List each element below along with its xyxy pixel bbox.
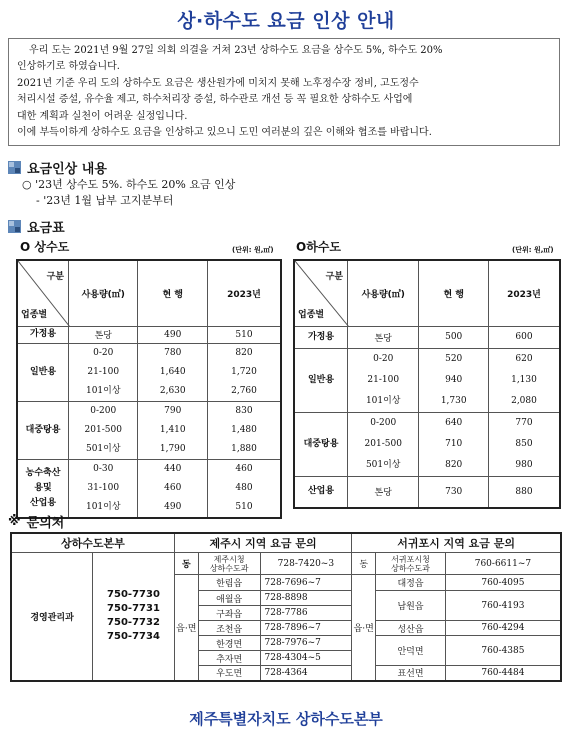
new-cell: 620 1,130 2,080 [488,348,560,412]
table-row [294,348,560,412]
category-header-cell [294,260,348,326]
seogwipo-phone: 760-4294 [445,621,561,636]
current-cell: 500 [419,326,489,348]
current-cell: 790 1,410 1,790 [138,401,208,459]
header-current: 현 행 [419,260,489,326]
notice-line: 인상하기로 하였습니다. [17,61,120,73]
header-usage: 사용량(㎥) [348,260,419,326]
category-cell: 산업용 [294,476,348,508]
header-2023: 2023년 [488,260,560,326]
category-cell: 일반용 [294,348,348,412]
table-row [17,401,281,459]
table-row [294,476,560,508]
jeju-district: 애월읍 [198,591,260,606]
jeju-office-phone: 728-7420~3 [260,553,352,575]
jeju-district: 구좌읍 [198,606,260,621]
dept-name: 경영관리과 [11,553,93,681]
current-cell: 780 1,640 2,630 [138,343,208,401]
seogwipo-phone: 760-4385 [445,636,561,666]
usage-cell: 톤당 [348,476,419,508]
table-row [17,459,281,518]
increase-start: - '23년 1월 납부 고지분부터 [36,194,174,207]
col-head-jeju: 제주시 지역 요금 문의 [174,533,351,553]
section-heading-text: 문의처 [26,516,65,531]
section-heading-rate-table [8,217,65,236]
jeju-dong-label: 동 [174,553,198,575]
notice-line: 이에 부득이하게 상하수도 요금을 인상하고 있으니 도민 여러분의 깊은 이해와 협조를 바랍니다. [17,127,432,139]
jeju-phone: 728-7976~7 [260,636,352,651]
jeju-phone: 728-8898 [260,591,352,606]
jeju-district: 조천읍 [198,621,260,636]
header-industry: 업종별 [298,309,325,320]
jeju-office-name: 제주시청 상하수도과 [198,553,260,575]
notice-line: 2021년 기준 우리 도의 상하수도 요금은 생산원가에 미치지 못해 노후정수장 정비, 고도정수 [17,77,419,89]
table-row [294,326,560,348]
seogwipo-district: 안덕면 [376,636,446,666]
table-header-row [294,260,560,326]
jeju-phone: 728-4364 [260,666,352,681]
category-cell: 가정용 [294,326,348,348]
reference-mark: ※ [8,514,21,529]
water-rate-table [16,259,282,519]
category-cell: 대중탕용 [17,401,69,459]
usage-cell: 0-20 21-100 101이상 [69,343,138,401]
water-unit: (단위: 원,㎥) [232,246,274,254]
usage-cell: 0-200 201-500 501이상 [69,401,138,459]
category-cell: 일반용 [17,343,69,401]
jeju-district: 추자면 [198,651,260,666]
col-head-seogwipo: 서귀포시 지역 요금 문의 [352,533,561,553]
sewer-heading: O하수도 [296,240,341,254]
current-cell: 490 [138,326,208,343]
current-cell: 520 940 1,730 [419,348,489,412]
col-head-hq: 상하수도본부 [11,533,174,553]
dept-phones: 750-7730 750-7731 750-7732 750-7734 [93,553,175,681]
category-header-cell [17,260,69,326]
section-heading-text: 요금표 [27,221,65,236]
seogwipo-phone: 760-4193 [445,591,561,621]
section-heading-rate-increase [8,158,107,177]
notice-line: 우리 도는 2021년 9월 27일 의회 의결을 거쳐 23년 상하수도 요금을 상수도 5%, 하수도 20% [29,45,443,56]
new-cell: 830 1,480 1,880 [208,401,282,459]
seogwipo-district: 성산읍 [376,621,446,636]
section-heading-contact [8,512,64,531]
footer-organization: 제주특별자치도 상하수도본부 [189,710,383,728]
square-bullet-icon [8,161,21,174]
category-cell: 대중탕용 [294,412,348,476]
contact-table [10,532,562,682]
table-row [11,553,561,575]
header-industry: 업종별 [21,309,48,320]
category-cell: 농수축산 용및 산업용 [17,459,69,518]
new-cell: 820 1,720 2,760 [208,343,282,401]
increase-detail: ○ '23년 상수도 5%. 하수도 20% 요금 인상 [22,178,236,191]
header-current: 현 행 [138,260,208,326]
new-cell: 770 850 980 [488,412,560,476]
notice-box [8,38,560,146]
square-bullet-icon [8,220,21,233]
category-cell: 가정용 [17,326,69,343]
seogwipo-phone: 760-4484 [445,666,561,681]
seogwipo-phone: 760-4095 [445,575,561,591]
jeju-district: 우도면 [198,666,260,681]
table-header-row [17,260,281,326]
new-cell: 460 480 510 [208,459,282,518]
jeju-phone: 728-7896~7 [260,621,352,636]
jeju-phone: 728-4304~5 [260,651,352,666]
contact-header-row [11,533,561,553]
jeju-phone: 728-7696~7 [260,575,352,591]
page-title: 상·하수도 요금 인상 안내 [177,10,395,32]
new-cell: 600 [488,326,560,348]
seogwipo-office-name: 서귀포시청 상하수도과 [376,553,446,575]
seogwipo-eupmyeon-label: 읍·면 [352,575,376,681]
usage-cell: 톤당 [348,326,419,348]
notice-line: 처리시설 증설, 유수율 제고, 하수처리장 증설, 하수관로 개선 등 꼭 필요한 상하수도 사업에 [17,94,413,106]
jeju-district: 한경면 [198,636,260,651]
table-row [17,343,281,401]
water-heading: O 상수도 [20,240,70,254]
seogwipo-district: 남원읍 [376,591,446,621]
sewer-unit: (단위: 원,㎥) [512,246,554,254]
usage-cell: 0-20 21-100 101이상 [348,348,419,412]
section-heading-text: 요금인상 내용 [27,162,107,177]
table-row [294,412,560,476]
seogwipo-district: 대정읍 [376,575,446,591]
jeju-eupmyeon-label: 읍·면 [174,575,198,681]
jeju-phone: 728-7786 [260,606,352,621]
sewer-rate-table [293,259,561,509]
usage-cell: 0-30 31-100 101이상 [69,459,138,518]
seogwipo-office-phone: 760-6611~7 [445,553,561,575]
new-cell: 880 [488,476,560,508]
usage-cell: 0-200 201-500 501이상 [348,412,419,476]
table-row [17,326,281,343]
header-usage: 사용량(㎥) [69,260,138,326]
current-cell: 730 [419,476,489,508]
notice-line: 대한 계획과 실천이 어려운 실정입니다. [17,110,188,122]
header-2023: 2023년 [208,260,282,326]
current-cell: 640 710 820 [419,412,489,476]
header-gubun: 구분 [325,272,344,282]
seogwipo-dong-label: 동 [352,553,376,575]
current-cell: 440 460 490 [138,459,208,518]
header-gubun: 구분 [46,272,65,282]
seogwipo-district: 표선면 [376,666,446,681]
new-cell: 510 [208,326,282,343]
usage-cell: 톤당 [69,326,138,343]
jeju-district: 한림읍 [198,575,260,591]
